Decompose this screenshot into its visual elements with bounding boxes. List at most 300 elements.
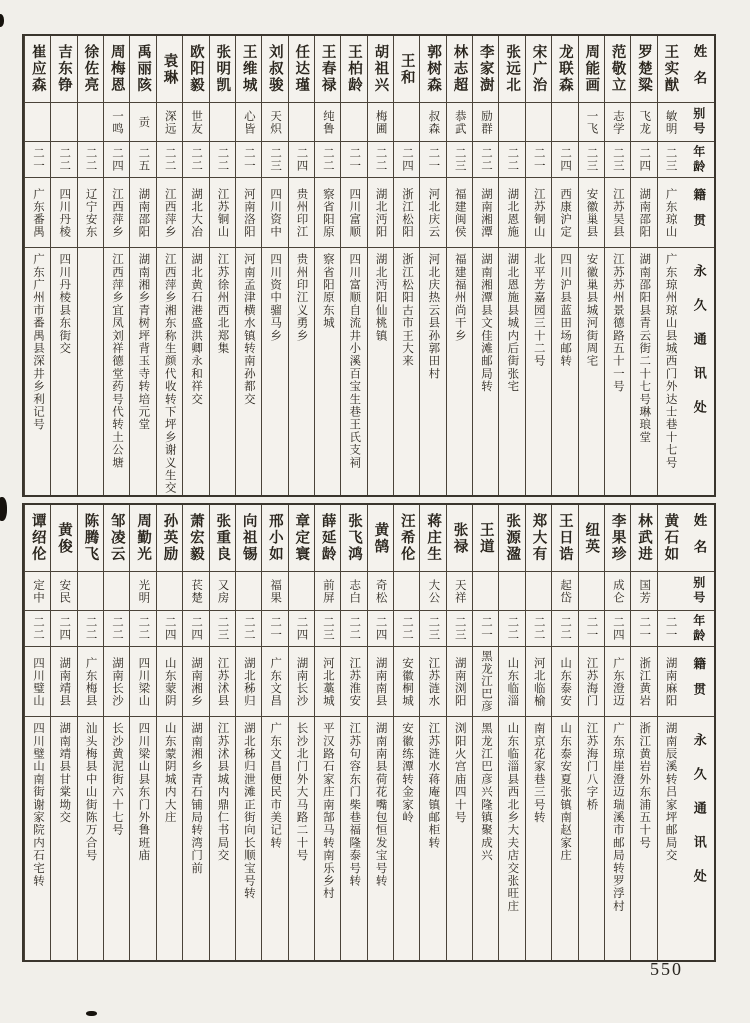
person-age: 二一 [658,611,683,647]
person-age: 二一 [341,142,366,178]
person-alias: 梅圃 [368,103,393,142]
person-native-place: 四川富顺 [341,178,366,248]
person-age: 二三 [210,611,235,647]
person-age: 二二 [51,142,76,178]
person-column [103,505,129,960]
person-alias: 起岱 [552,572,577,611]
person-name: 邹凌云 [104,505,129,572]
person-native-place: 辽宁安东 [78,178,103,248]
person-age: 二二 [368,142,393,178]
person-alias [210,103,235,142]
person-native-place: 浙江黄岩 [631,647,656,717]
person-native-place: 广东澄迈 [605,647,630,717]
person-name: 林志超 [447,36,472,103]
person-column [182,36,208,495]
person-name: 蒋庄生 [420,505,445,572]
person-age: 二一 [262,611,287,647]
person-name: 张重良 [210,505,235,572]
person-alias [552,103,577,142]
person-alias [289,572,314,611]
person-address: 浏阳火宫庙四十号 [453,722,466,824]
person-column [367,36,393,495]
person-column [156,36,182,495]
person-column [551,505,577,960]
person-column [314,505,340,960]
person-native-place: 江苏海门 [579,647,604,717]
person-name: 向祖锡 [236,505,261,572]
person-address: 广东琼崖澄迈瑞溪市邮局转罗浮村 [611,722,624,913]
person-alias [78,103,103,142]
person-age: 二四 [289,142,314,178]
person-address: 贵州印江义勇乡 [295,253,308,342]
person-column [182,505,208,960]
person-address: 湖北恩施县城内后街张宅 [506,253,519,393]
person-alias: 奇松 [368,572,393,611]
person-alias [78,572,103,611]
person-column [472,505,498,960]
person-name: 张明凯 [210,36,235,103]
person-name: 郭树森 [420,36,445,103]
person-name: 孙英励 [157,505,182,572]
person-column [288,505,314,960]
person-age: 二三 [658,142,683,178]
person-alias: 国芳 [631,572,656,611]
person-name: 范敬立 [605,36,630,103]
person-age: 二四 [157,611,182,647]
person-column [525,36,551,495]
person-alias [394,572,419,611]
person-native-place: 四川丹棱 [51,178,76,248]
person-column [77,36,103,495]
person-name: 徐佐亮 [78,36,103,103]
person-alias [473,572,498,611]
person-address: 四川资中骝马乡 [269,253,282,342]
person-native-place: 湖南湘潭 [473,178,498,248]
person-address: 四川沪县蓝田场邮转 [559,253,572,368]
person-address: 湖南湘乡青树坪背玉寺转培元堂 [137,253,150,431]
person-name: 李果珍 [605,505,630,572]
person-address: 湖南邵阳县青云街二十七号琳琅堂 [638,253,651,444]
person-column [340,36,366,495]
person-name: 周勤光 [130,505,155,572]
person-native-place: 四川梁山 [130,647,155,717]
person-address: 江苏句容东门柴巷福隆泰号转 [348,722,361,888]
person-alias: 叔森 [420,103,445,142]
person-name: 欧阳毅 [183,36,208,103]
person-alias [658,572,683,611]
person-column [657,505,683,960]
person-column [103,36,129,495]
person-column [604,505,630,960]
person-age: 二四 [552,142,577,178]
person-column [261,505,287,960]
person-address: 四川梁山县东门外鲁班庙 [137,722,150,862]
person-alias: 心皆 [236,103,261,142]
person-address: 湖南湘乡青石铺局转湾门前 [190,722,203,875]
person-address: 福建福州尚干乡 [453,253,466,342]
person-address: 广东琼州琼山县城西门外达士巷十七号 [664,253,677,469]
person-alias: 福果 [262,572,287,611]
person-age: 二一 [420,142,445,178]
person-address: 安徽巢县城河街周宅 [585,253,598,368]
person-name: 王实猷 [658,36,683,103]
person-name: 王和 [394,36,419,103]
person-native-place: 江西萍乡 [157,178,182,248]
person-age: 二四 [605,611,630,647]
person-alias: 光明 [130,572,155,611]
person-age: 二三 [605,142,630,178]
person-name: 黄俊 [51,505,76,572]
person-name: 王柏龄 [341,36,366,103]
person-name: 萧宏毅 [183,505,208,572]
person-native-place: 河北藁城 [315,647,340,717]
person-alias: 志学 [605,103,630,142]
person-column [551,36,577,495]
person-native-place: 江苏铜山 [210,178,235,248]
person-column [314,36,340,495]
person-address: 江西萍乡宜凤刘祥德堂药号代转土公塘 [111,253,124,469]
header-column [683,36,714,495]
person-name: 黄石如 [658,505,683,572]
person-column [419,505,445,960]
person-name: 胡祖兴 [368,36,393,103]
person-column [630,36,656,495]
scan-artifact [0,14,4,27]
person-age: 二二 [499,611,524,647]
person-address: 湖南湘潭县文佳滩邮局转 [480,253,493,393]
person-name: 郑大有 [526,505,551,572]
header-name: 姓名 [683,505,714,572]
person-native-place: 江苏铜山 [526,178,551,248]
person-alias: 安民 [51,572,76,611]
person-age: 二二 [473,142,498,178]
person-column [393,36,419,495]
person-column [50,505,76,960]
person-name: 崔应森 [25,36,50,103]
person-name: 周梅恩 [104,36,129,103]
header-alias: 别号 [683,572,714,611]
person-name: 林武进 [631,505,656,572]
person-age: 二三 [579,142,604,178]
person-native-place: 湖南浏阳 [447,647,472,717]
person-alias: 一飞 [579,103,604,142]
person-age: 二四 [368,611,393,647]
person-name: 任达瑾 [289,36,314,103]
person-column [525,505,551,960]
person-alias [526,103,551,142]
person-native-place: 湖南邵阳 [631,178,656,248]
person-age: 二三 [315,611,340,647]
person-address: 江苏徐州西北郑集 [216,253,229,355]
person-alias [104,572,129,611]
person-column [129,505,155,960]
person-age: 二一 [631,611,656,647]
person-native-place: 河南洛阳 [236,178,261,248]
person-name: 陈腾飞 [78,505,103,572]
person-alias [51,103,76,142]
person-age: 二二 [78,611,103,647]
person-column [77,505,103,960]
person-address: 四川丹棱县东街交 [58,253,71,355]
person-native-place: 湖南长沙 [289,647,314,717]
person-alias [579,572,604,611]
person-name: 纽英 [579,505,604,572]
person-age: 二四 [394,142,419,178]
person-address: 江苏苏州景德路五十一号 [611,253,624,393]
person-address: 湖南南县荷花嘴包恒发宝号转 [374,722,387,888]
person-column [578,505,604,960]
person-column [498,505,524,960]
person-name: 李家澍 [473,36,498,103]
person-column [129,36,155,495]
person-address: 河北庆热云县孙郭田村 [427,253,440,380]
person-alias: 飞龙 [631,103,656,142]
person-name: 周能画 [579,36,604,103]
person-name: 吉东铮 [51,36,76,103]
person-column [498,36,524,495]
person-native-place: 湖北沔阳 [368,178,393,248]
person-address: 安徽练潭转金家岭 [400,722,413,824]
person-age: 二二 [552,611,577,647]
person-alias: 励群 [473,103,498,142]
person-column [235,505,261,960]
person-alias [499,572,524,611]
person-native-place: 江苏淮安 [341,647,366,717]
person-address: 湖南靖县甘棠坳交 [58,722,71,824]
person-address: 湖南辰溪转吕家坪邮局交 [664,722,677,862]
page-number: 550 [650,959,683,979]
person-column [393,505,419,960]
person-address: 江西萍乡湘东称生颜代收转下坪乡谢义生交 [163,253,176,495]
person-age: 二四 [51,611,76,647]
person-age: 二二 [526,611,551,647]
person-age: 二三 [420,611,445,647]
person-age: 二二 [130,611,155,647]
person-address: 广东文昌便民市美记转 [269,722,282,849]
person-name: 章定寰 [289,505,314,572]
person-alias: 大公 [420,572,445,611]
person-alias [25,103,50,142]
person-address: 湖北黄石港盛洪卿永和祥交 [190,253,203,406]
header-native-place: 籍贯 [683,647,714,717]
person-alias [341,103,366,142]
person-name: 禹丽陔 [130,36,155,103]
person-alias: 一鸣 [104,103,129,142]
person-address: 四川璧山南街谢家院内石宅转 [31,722,44,888]
person-native-place: 湖南麻阳 [658,647,683,717]
person-alias [289,103,314,142]
person-address: 南京花家巷三号转 [532,722,545,824]
person-age: 二二 [236,611,261,647]
person-native-place: 浙江松阳 [394,178,419,248]
person-native-place: 四川璧山 [25,647,50,717]
person-age: 二三 [447,611,472,647]
person-address: 江苏海门八字桥 [585,722,598,811]
person-native-place: 江苏沭县 [210,647,235,717]
person-native-place: 山东蒙阴 [157,647,182,717]
person-address: 浙江松阳古市王大来 [400,253,413,368]
person-native-place: 广东琼山 [658,178,683,248]
person-address: 山东临淄县西北乡大夫店交张旺庄 [506,722,519,913]
person-address: 江苏沭县城内鼎仁书局交 [216,722,229,862]
person-age: 二一 [526,142,551,178]
person-column [24,505,50,960]
person-native-place: 湖南邵阳 [130,178,155,248]
person-native-place: 广东文昌 [262,647,287,717]
person-native-place: 湖北恩施 [499,178,524,248]
person-column [630,505,656,960]
header-native-place: 籍贯 [683,178,714,248]
person-age: 二一 [236,142,261,178]
person-column [367,505,393,960]
person-name: 王春禄 [315,36,340,103]
person-alias [394,103,419,142]
registry-table-top [22,34,716,497]
person-age: 二二 [315,142,340,178]
person-name: 王日诰 [552,505,577,572]
person-alias: 天祥 [447,572,472,611]
registry-table-bottom [22,503,716,962]
person-alias [499,103,524,142]
person-alias: 世友 [183,103,208,142]
person-address: 汕头梅县中山街陈万合号 [84,722,97,862]
person-age: 二二 [394,611,419,647]
person-name: 张源溋 [499,505,524,572]
person-alias: 天炽 [262,103,287,142]
person-native-place: 江苏吴县 [605,178,630,248]
person-name: 张飞鸿 [341,505,366,572]
person-column [235,36,261,495]
person-native-place: 广东梅县 [78,647,103,717]
scan-artifact [86,1011,97,1016]
person-column [340,505,366,960]
person-age: 二二 [104,611,129,647]
person-native-place: 察省阳原 [315,178,340,248]
person-name: 汪希伦 [394,505,419,572]
person-address: 长沙北门外大马路二十号 [295,722,308,862]
person-age: 二三 [447,142,472,178]
person-name: 邢小如 [262,505,287,572]
person-alias: 定中 [25,572,50,611]
person-column [472,36,498,495]
person-address: 黑龙江巴彦兴隆镇聚成兴 [480,722,493,862]
person-native-place: 河北庆云 [420,178,445,248]
person-age: 二五 [130,142,155,178]
person-native-place: 河北临榆 [526,647,551,717]
person-address: 河南孟津横水镇转南孙都交 [242,253,255,406]
person-address: 长沙黄泥街六十七号 [111,722,124,837]
header-address: 永久通讯处 [691,264,707,434]
person-native-place: 西康沪定 [552,178,577,248]
header-age: 年龄 [683,142,714,178]
person-native-place: 福建闽侯 [447,178,472,248]
person-alias: 纯鲁 [315,103,340,142]
person-column [156,505,182,960]
person-address: 平汉路石家庄南郜马转南乐乡村 [321,722,334,900]
person-native-place: 山东临淄 [499,647,524,717]
person-native-place: 四川资中 [262,178,287,248]
person-alias [157,572,182,611]
scan-artifact [0,497,7,521]
header-column [683,505,714,960]
person-age: 二二 [183,142,208,178]
person-address: 山东泰安夏张镇南赵家庄 [559,722,572,862]
person-name: 谭绍伦 [25,505,50,572]
person-name: 王维城 [236,36,261,103]
person-column [209,36,235,495]
person-address: 浙江黄岩外东浦五十号 [638,722,651,849]
person-column [50,36,76,495]
person-age: 二二 [341,611,366,647]
person-age: 二四 [631,142,656,178]
person-age: 二一 [25,142,50,178]
person-age: 二二 [210,142,235,178]
person-column [657,36,683,495]
person-address [78,248,103,495]
person-age: 二二 [157,142,182,178]
person-native-place: 安徽巢县 [579,178,604,248]
person-native-place: 湖北秭归 [236,647,261,717]
person-native-place: 湖南南县 [368,647,393,717]
person-alias: 深远 [157,103,182,142]
person-column [604,36,630,495]
person-age: 二二 [499,142,524,178]
person-alias: 敏明 [658,103,683,142]
person-name: 宋广治 [526,36,551,103]
person-column [209,505,235,960]
person-column [261,36,287,495]
person-address: 山东蒙阴城内大庄 [163,722,176,824]
person-age: 二三 [262,142,287,178]
person-address: 四川富顺自流井小溪百宝生巷王氏支祠 [348,253,361,469]
person-alias: 志白 [341,572,366,611]
person-native-place: 江西萍乡 [104,178,129,248]
person-name: 罗楚粱 [631,36,656,103]
person-native-place: 黑龙江巴彦 [473,647,498,717]
person-column [288,36,314,495]
person-native-place: 安徽桐城 [394,647,419,717]
person-name: 王道 [473,505,498,572]
person-column [419,36,445,495]
person-age: 二四 [289,611,314,647]
person-name: 张远北 [499,36,524,103]
person-alias: 前屏 [315,572,340,611]
person-native-place: 湖南湘乡 [183,647,208,717]
person-column [24,36,50,495]
person-address: 察省阳原东城 [321,253,334,330]
person-column [578,36,604,495]
person-name: 黄鹄 [368,505,393,572]
header-alias: 别号 [683,103,714,142]
person-alias: 苌楚 [183,572,208,611]
person-native-place: 湖南靖县 [51,647,76,717]
person-address: 湖北沔阳仙桃镇 [374,253,387,342]
person-alias: 又房 [210,572,235,611]
person-age: 二二 [78,142,103,178]
person-name: 刘叔骏 [262,36,287,103]
person-age: 二一 [473,611,498,647]
person-name: 张禄 [447,505,472,572]
person-age: 二一 [579,611,604,647]
person-alias [526,572,551,611]
person-native-place: 湖南长沙 [104,647,129,717]
person-age: 二四 [183,611,208,647]
header-age: 年龄 [683,611,714,647]
header-name: 姓名 [683,36,714,103]
person-column [446,505,472,960]
person-age: 二四 [104,142,129,178]
person-native-place: 贵州印江 [289,178,314,248]
